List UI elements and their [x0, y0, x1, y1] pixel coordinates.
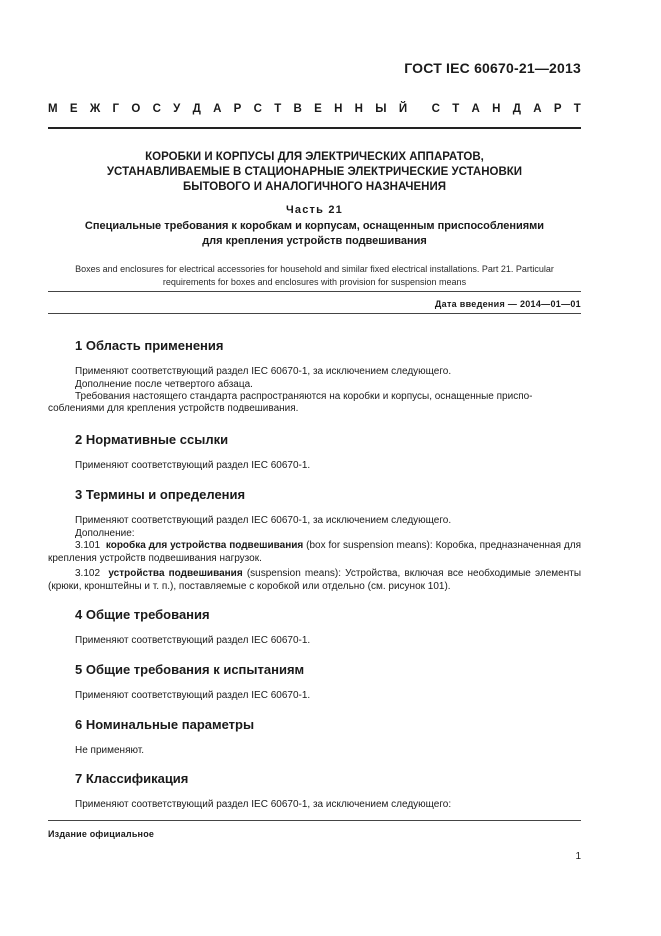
interstate-letter: О [131, 103, 141, 115]
section-3-heading: 3 Термины и определения [75, 487, 246, 502]
section-1-paragraph-2: Дополнение после четвертого абзаца. [75, 378, 253, 390]
section-3-paragraph-1: Применяют соответствующий раздел IEC 60670-1, за исключением следующего. [75, 515, 452, 526]
interstate-letter: С [431, 103, 440, 115]
interstate-letter: Н [354, 103, 363, 115]
section-3-body [75, 515, 581, 540]
title-line-2: УСТАНАВЛИВАЕМЫЕ В СТАЦИОНАРНЫЕ ЭЛЕКТРИЧЕСКИЕ УСТАНОВКИ [106, 166, 523, 178]
section-1-paragraph-1: Применяют соответствующий раздел IEC 60670-1, за исключением следующего. [75, 366, 452, 377]
section-5-heading: 5 Общие требования к испытаниям [75, 662, 305, 677]
interstate-letter: Ы [375, 103, 387, 115]
interstate-letter: У [173, 103, 181, 115]
section-6-paragraph-1: Не применяют. [75, 745, 145, 756]
definition-3-101-term: коробка для устройства подвешивания [105, 540, 304, 551]
interstate-letter: Т [573, 103, 581, 115]
document-title [48, 150, 581, 195]
section-7-paragraph-1: Применяют соответствующий раздел IEC 60670-1, за исключением следующего: [75, 799, 452, 810]
interstate-letter: Е [69, 103, 78, 115]
interstate-letter: Й [398, 103, 408, 115]
interstate-letter: Д [192, 103, 201, 115]
section-1-heading: 1 Область применения [75, 338, 224, 353]
interstate-letter: Ж [89, 103, 101, 115]
definition-3-102-term: устройства подвешивания [108, 568, 243, 579]
title-divider [48, 291, 581, 292]
definition-3-101 [48, 540, 581, 565]
section-1-body [75, 366, 581, 404]
section-3-paragraph-2: Дополнение: [75, 527, 135, 539]
official-edition-label: Издание официальное [48, 829, 155, 839]
subtitle-line-1: Специальные требования к коробкам и корпусам, оснащенным приспособлениями [84, 220, 545, 232]
section-1-paragraph-3b: соблениями для крепления устройств подвешивания. [48, 403, 299, 414]
interstate-letter: А [471, 103, 480, 115]
interstate-letter: Г [112, 103, 120, 115]
interstate-letter: Т [274, 103, 282, 115]
footer-divider [48, 820, 581, 821]
interstate-letter: А [213, 103, 222, 115]
interstate-letter: Е [314, 103, 322, 115]
interstate-letter: Д [512, 103, 521, 115]
english-title-line-1: Boxes and enclosures for electrical accessories for household and similar fixed electrical installations. Part 21. Particular [75, 264, 554, 274]
definition-3-102-text: (suspension means): Устройства, включая все необходимые элементы (крюки, кронштейны и т. п.), поставляемые с коробкой или отдельно (см. рисунок 101). [48, 568, 582, 592]
interstate-letter: В [293, 103, 302, 115]
header-rule [48, 127, 581, 129]
interstate-letter: Н [334, 103, 343, 115]
section-1-paragraph-3a: Требования настоящего стандарта распространяются на коробки и корпусы, оснащенные приспо- [75, 391, 533, 402]
subtitle-line-2: для крепления устройств подвешивания [202, 235, 427, 247]
document-code: ГОСТ IEC 60670-21—2013 [404, 60, 581, 76]
page-number: 1 [575, 851, 581, 862]
part-label: Часть 21 [285, 204, 343, 216]
definition-3-102 [48, 568, 581, 593]
date-divider [48, 313, 581, 314]
english-title [48, 263, 581, 289]
interstate-letter: С [253, 103, 262, 115]
english-title-line-2: requirements for boxes and enclosures with provision for suspension means [162, 277, 467, 287]
section-4-paragraph-1: Применяют соответствующий раздел IEC 60670-1. [75, 635, 311, 646]
title-line-3: БЫТОВОГО И АНАЛОГИЧНОГО НАЗНАЧЕНИЯ [183, 181, 446, 193]
interstate-letter: М [48, 103, 58, 115]
interstate-letter: А [533, 103, 542, 115]
section-4-heading: 4 Общие требования [75, 607, 210, 622]
introduction-date: Дата введения — 2014—01—01 [434, 299, 581, 309]
definition-3-102-number: 3.102 [75, 568, 101, 579]
section-6-heading: 6 Номинальные параметры [75, 717, 255, 732]
interstate-letter: С [152, 103, 161, 115]
section-5-paragraph-1: Применяют соответствующий раздел IEC 60670-1. [75, 690, 311, 701]
section-2-heading: 2 Нормативные ссылки [75, 432, 229, 447]
document-subtitle [48, 219, 581, 249]
definition-3-101-number: 3.101 [75, 540, 101, 551]
interstate-standard-heading [48, 103, 581, 115]
section-7-heading: 7 Классификация [75, 771, 189, 786]
interstate-letter: Н [492, 103, 501, 115]
interstate-letter: Т [452, 103, 460, 115]
section-2-paragraph-1: Применяют соответствующий раздел IEC 60670-1. [75, 460, 311, 471]
definition-3-101-text: (box for suspension means): Коробка, предназначенная для крепления устройств подвешивания нагрузок. [48, 540, 581, 564]
interstate-letter: Р [553, 103, 562, 115]
interstate-letter: Р [233, 103, 242, 115]
title-line-1: КОРОБКИ И КОРПУСЫ ДЛЯ ЭЛЕКТРИЧЕСКИХ АППАРАТОВ, [145, 151, 484, 163]
